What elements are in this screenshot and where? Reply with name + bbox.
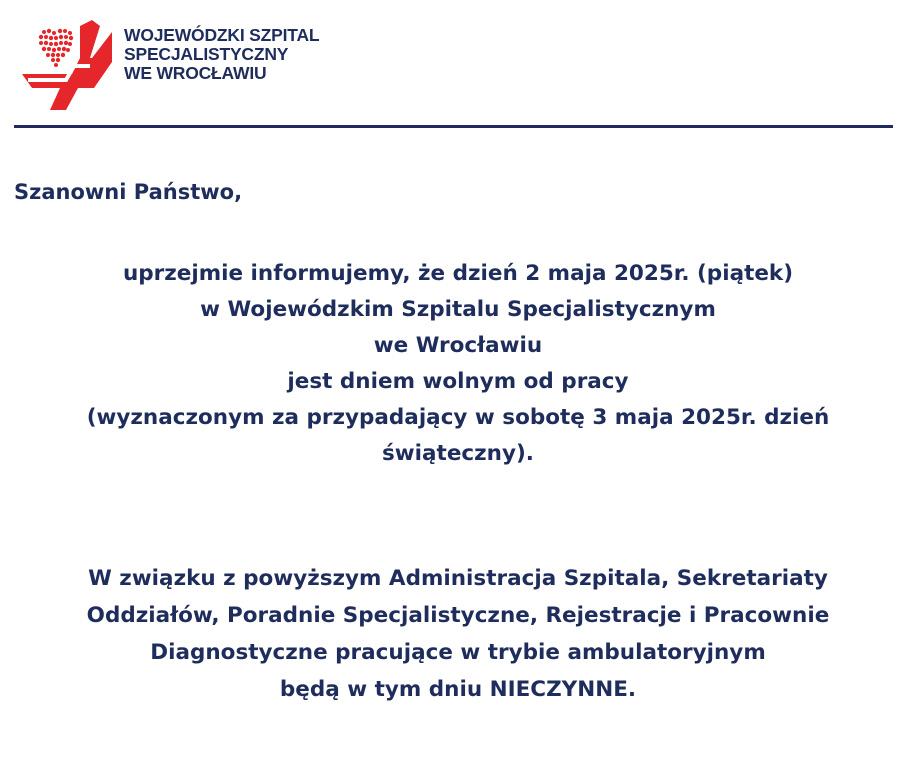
salutation: Szanowni Państwo,: [14, 180, 243, 204]
notice-paragraph-1: [0, 256, 916, 472]
paragraph-2-line: W związku z powyższym Administracja Szpitala, Sekretariaty: [88, 566, 828, 591]
heart-cross-logo-icon: [20, 18, 116, 110]
hospital-name-line-3: WE WROCŁAWIU: [124, 63, 267, 83]
paragraph-2-line: Diagnostyczne pracujące w trybie ambulatoryjnym: [150, 640, 766, 665]
hospital-name-line-2: SPECJALISTYCZNY: [124, 44, 289, 64]
paragraph-1-line: (wyznaczonym za przypadający w sobotę 3 maja 2025r. dzień: [86, 405, 830, 430]
paragraph-2-line: będą w tym dniu NIECZYNNE.: [279, 677, 637, 702]
paragraph-2-line: Oddziałów, Poradnie Specjalistyczne, Rejestracje i Pracownie: [86, 603, 830, 628]
paragraph-1-line: we Wrocławiu: [373, 333, 543, 358]
hospital-name: [124, 26, 319, 83]
paragraph-1-line: jest dniem wolnym od pracy: [287, 369, 629, 394]
paragraph-1-line: świąteczny).: [382, 441, 534, 466]
hospital-name-line-1: WOJEWÓDZKI SZPITAL: [124, 25, 320, 45]
paragraph-1-line: uprzejmie informujemy, że dzień 2 maja 2025r. (piątek): [122, 261, 794, 286]
header-divider: [14, 125, 893, 128]
paragraph-1-line: w Wojewódzkim Szpitalu Specjalistycznym: [200, 297, 716, 322]
hospital-header: [20, 18, 380, 110]
notice-paragraph-2: [0, 560, 916, 708]
